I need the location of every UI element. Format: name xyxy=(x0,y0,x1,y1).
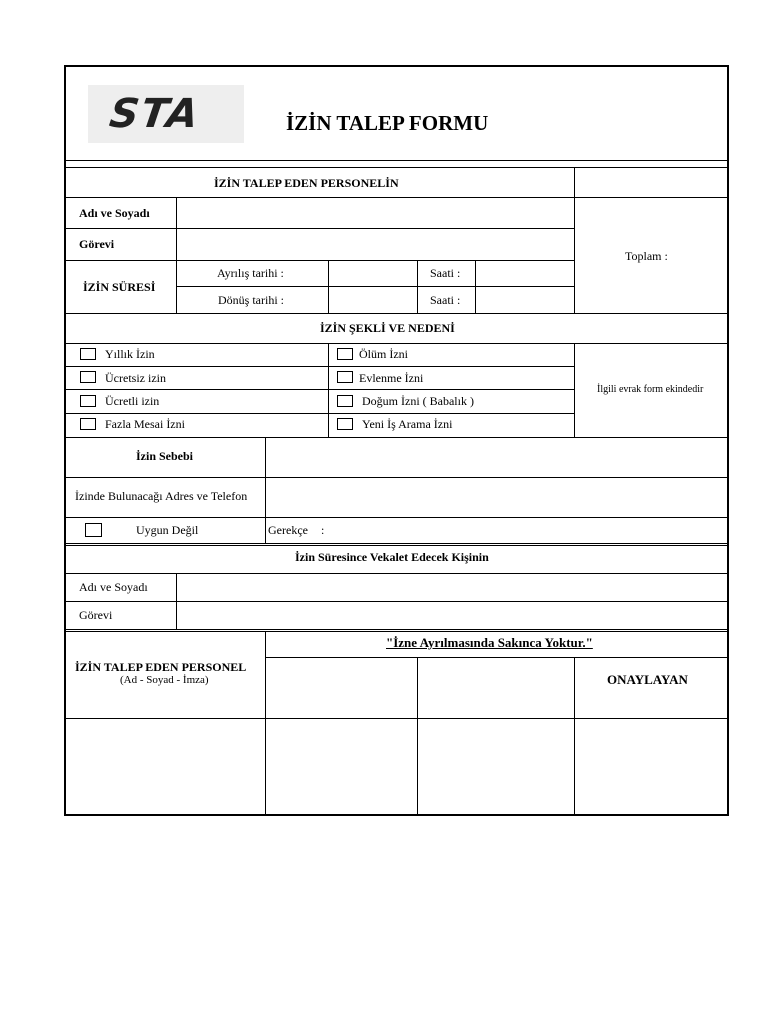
proxy-name-label: Adı ve Soyadı xyxy=(79,580,148,594)
personnel-position-label: Görevi xyxy=(79,237,115,251)
bereavement-leave-label: Ölüm İzni xyxy=(359,347,408,361)
proxy-section-title: İzin Süresince Vekalet Edecek Kişinin xyxy=(295,550,489,564)
return-date-label: Dönüş tarihi : xyxy=(218,293,284,307)
signature-area-3[interactable] xyxy=(418,719,573,814)
sta-logo xyxy=(88,85,244,143)
leave-address-field[interactable] xyxy=(266,478,727,516)
logo-text: STA xyxy=(106,91,204,137)
total-label: Toplam : xyxy=(625,249,668,263)
leave-reason-label: İzin Sebebi xyxy=(136,449,194,463)
requester-signature-area[interactable] xyxy=(67,719,264,814)
paternity-leave-label: Doğum İzni ( Babalık ) xyxy=(362,394,474,408)
documents-note: İlgili evrak form ekindedir xyxy=(597,384,704,395)
return-time-field[interactable] xyxy=(476,287,574,312)
departure-time-field[interactable] xyxy=(476,261,574,286)
justification-field[interactable] xyxy=(330,518,727,543)
departure-date-field[interactable] xyxy=(329,261,417,286)
proxy-position-field[interactable] xyxy=(177,602,727,629)
paid-leave-label: Ücretli izin xyxy=(105,394,160,408)
form-title: İZİN TALEP FORMU xyxy=(286,111,489,135)
bereavement-leave-checkbox[interactable] xyxy=(337,348,353,360)
departure-date-label: Ayrılış tarihi : xyxy=(217,266,284,280)
job-search-leave-label: Yeni İş Arama İzni xyxy=(362,417,453,431)
paid-leave-checkbox[interactable] xyxy=(80,395,96,407)
requester-title: İZİN TALEP EDEN PERSONEL xyxy=(75,660,247,674)
personnel-position-field[interactable] xyxy=(177,229,573,259)
overtime-leave-checkbox[interactable] xyxy=(80,418,96,430)
paternity-leave-checkbox[interactable] xyxy=(337,395,353,407)
marriage-leave-checkbox[interactable] xyxy=(337,371,353,383)
annual-leave-checkbox[interactable] xyxy=(80,348,96,360)
requester-subtitle: (Ad - Soyad - İmza) xyxy=(120,674,209,686)
approver-signature-area[interactable] xyxy=(575,719,727,814)
leave-address-label: İzinde Bulunacağı Adres ve Telefon xyxy=(75,489,248,503)
departure-time-label: Saati : xyxy=(430,266,461,280)
marriage-leave-label: Evlenme İzni xyxy=(359,371,424,385)
annual-leave-label: Yıllık İzin xyxy=(105,347,155,361)
justification-label: Gerekçe xyxy=(268,523,308,537)
signature-area-2[interactable] xyxy=(266,719,416,814)
leave-type-section-title: İZİN ŞEKLİ VE NEDENİ xyxy=(320,321,455,335)
return-time-label: Saati : xyxy=(430,293,461,307)
proxy-position-label: Görevi xyxy=(79,608,113,622)
return-date-field[interactable] xyxy=(329,287,417,312)
unpaid-leave-checkbox[interactable] xyxy=(80,371,96,383)
personnel-section-title: İZİN TALEP EDEN PERSONELİN xyxy=(214,176,399,190)
leave-reason-field[interactable] xyxy=(266,438,727,476)
no-objection-note: "İzne Ayrılmasında Sakınca Yoktur." xyxy=(386,635,593,650)
justification-colon: : xyxy=(321,523,325,537)
leave-duration-label: İZİN SÜRESİ xyxy=(83,280,156,294)
personnel-name-label: Adı ve Soyadı xyxy=(79,206,150,220)
not-suitable-checkbox[interactable] xyxy=(85,523,102,537)
leave-request-form xyxy=(64,65,729,816)
job-search-leave-checkbox[interactable] xyxy=(337,418,353,430)
overtime-leave-label: Fazla Mesai İzni xyxy=(105,417,185,431)
approver-label: ONAYLAYAN xyxy=(607,672,688,687)
unpaid-leave-label: Ücretsiz izin xyxy=(105,371,166,385)
not-suitable-label: Uygun Değil xyxy=(136,523,199,537)
proxy-name-field[interactable] xyxy=(177,574,727,601)
personnel-name-field[interactable] xyxy=(177,198,573,228)
